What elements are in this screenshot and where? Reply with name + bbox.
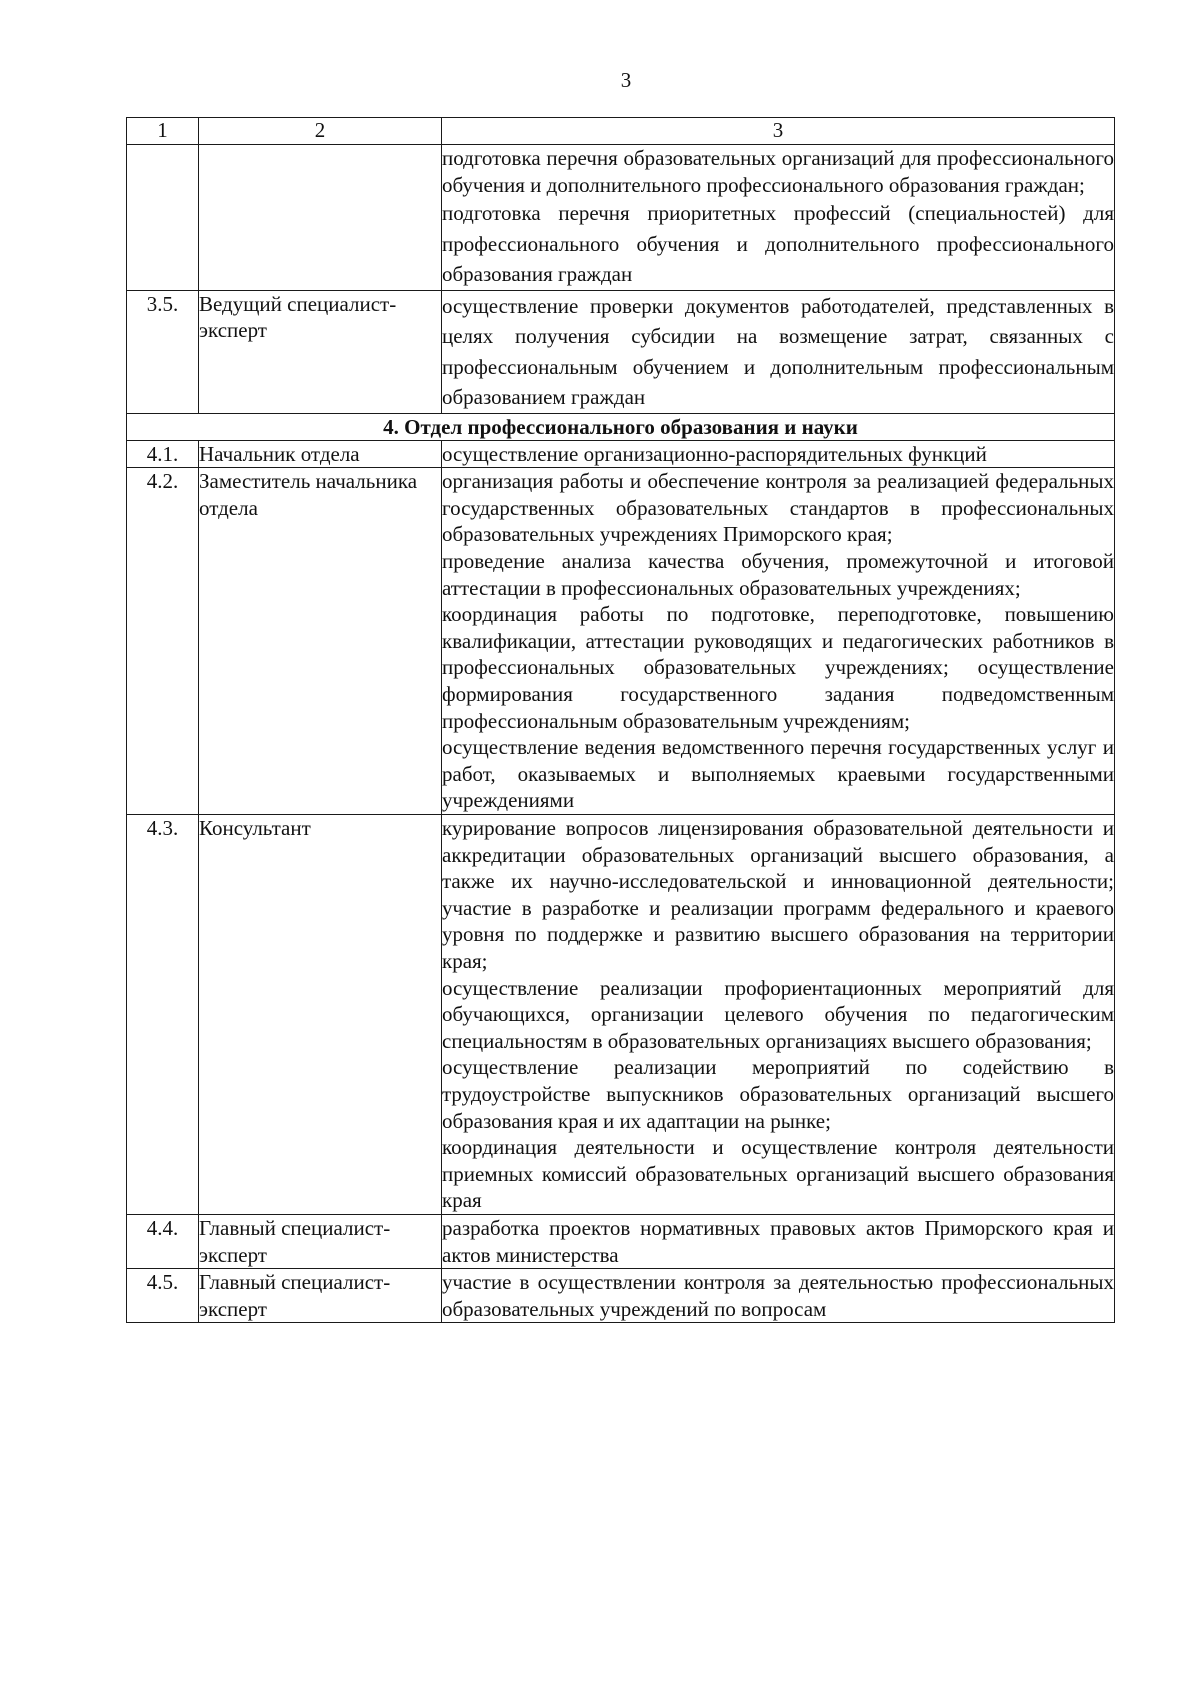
duty-paragraph: осуществление организационно-распорядительных функций xyxy=(442,441,987,466)
duties-cell xyxy=(442,290,1115,413)
column-header-1: 1 xyxy=(127,118,199,145)
table-row xyxy=(127,1214,1115,1268)
duties-cell xyxy=(442,468,1115,815)
table-row xyxy=(127,440,1115,468)
row-number: 4.5. xyxy=(127,1269,199,1323)
table-row xyxy=(127,1269,1115,1323)
position-title: Главный специалист-эксперт xyxy=(199,1214,442,1268)
row-number: 4.1. xyxy=(127,440,199,468)
duty-paragraph: осуществление проверки документов работодателей, представленных в целях получения субсидии на возмещение затрат, связанных с профессиональным обучением и дополнительным профессиональным образованием граждан xyxy=(442,293,1114,410)
column-header-2: 2 xyxy=(199,118,442,145)
table-header-row xyxy=(127,118,1115,145)
duty-paragraph: участие в осуществлении контроля за деятельностью профессиональных образовательных учреждений по вопросам xyxy=(442,1270,1114,1321)
position-title: Главный специалист-эксперт xyxy=(199,1269,442,1323)
row-number: 4.2. xyxy=(127,468,199,815)
duties-cell xyxy=(442,815,1115,1215)
responsibilities-table xyxy=(126,117,1115,1323)
position-title: Консультант xyxy=(199,815,442,1215)
table-row xyxy=(127,468,1115,815)
duty-paragraph: осуществление реализации профориентационных мероприятий для обучающихся, организации целевого обучения по педагогическим специальностям в образовательных организациях высшего образования; xyxy=(442,975,1114,1053)
page-number: 3 xyxy=(620,68,632,92)
duty-paragraph: курирование вопросов лицензирования образовательной деятельности и аккредитации образовательных организаций высшего образования, а также их научно-исследовательской и инновационной деятельности; участие в разработке и реализации программ федерального и краевого уровня по поддержке и развитию высшего образования на территории края; xyxy=(442,816,1114,973)
section-title: 4. Отдел профессионального образования и науки xyxy=(127,413,1115,440)
row-number: 4.4. xyxy=(127,1214,199,1268)
row-number: 4.3. xyxy=(127,815,199,1215)
position-title: Начальник отдела xyxy=(199,440,442,468)
duty-paragraph: осуществление реализации мероприятий по содействию в трудоустройстве выпускников образовательных организаций высшего образования края и их адаптации на рынке; xyxy=(442,1055,1114,1133)
duty-paragraph: координация работы по подготовке, переподготовке, повышению квалификации, аттестации руководящих и педагогических работников в профессиональных образовательных учреждениях; осуществление формирования государственного задания подведомственным профессиональным образовательным учреждениям; xyxy=(442,602,1114,733)
table-row xyxy=(127,815,1115,1215)
duty-paragraph: организация работы и обеспечение контроля за реализацией федеральных государственных образовательных стандартов в профессиональных образовательных учреждениях Приморского края; xyxy=(442,469,1114,547)
duties-cell xyxy=(442,1269,1115,1323)
row-number: 3.5. xyxy=(127,290,199,413)
duty-paragraph: осуществление ведения ведомственного перечня государственных услуг и работ, оказываемых и выполняемых краевыми государственными учреждениями xyxy=(442,735,1114,813)
section-row xyxy=(127,413,1115,440)
position-title: Заместитель начальника отдела xyxy=(199,468,442,815)
duties-cell xyxy=(442,1214,1115,1268)
duty-paragraph: координация деятельности и осуществление контроля деятельности приемных комиссий образовательных организаций высшего образования края xyxy=(442,1135,1114,1213)
duty-paragraph: подготовка перечня образовательных организаций для профессионального обучения и дополнительного профессионального образования граждан; xyxy=(442,146,1114,197)
table-row xyxy=(127,290,1115,413)
duties-cell xyxy=(442,145,1115,291)
duty-paragraph: подготовка перечня приоритетных профессий (специальностей) для профессионального обучения и дополнительного профессионального образования граждан xyxy=(442,201,1114,287)
position-title: Ведущий специалист-эксперт xyxy=(199,290,442,413)
position-title xyxy=(199,145,442,291)
row-number xyxy=(127,145,199,291)
duties-cell xyxy=(442,440,1115,468)
duty-paragraph: разработка проектов нормативных правовых актов Приморского края и актов министерства xyxy=(442,1215,1114,1267)
duty-paragraph: проведение анализа качества обучения, промежуточной и итоговой аттестации в профессиональных образовательных учреждениях; xyxy=(442,549,1114,600)
column-header-3: 3 xyxy=(442,118,1115,145)
table-row xyxy=(127,145,1115,291)
